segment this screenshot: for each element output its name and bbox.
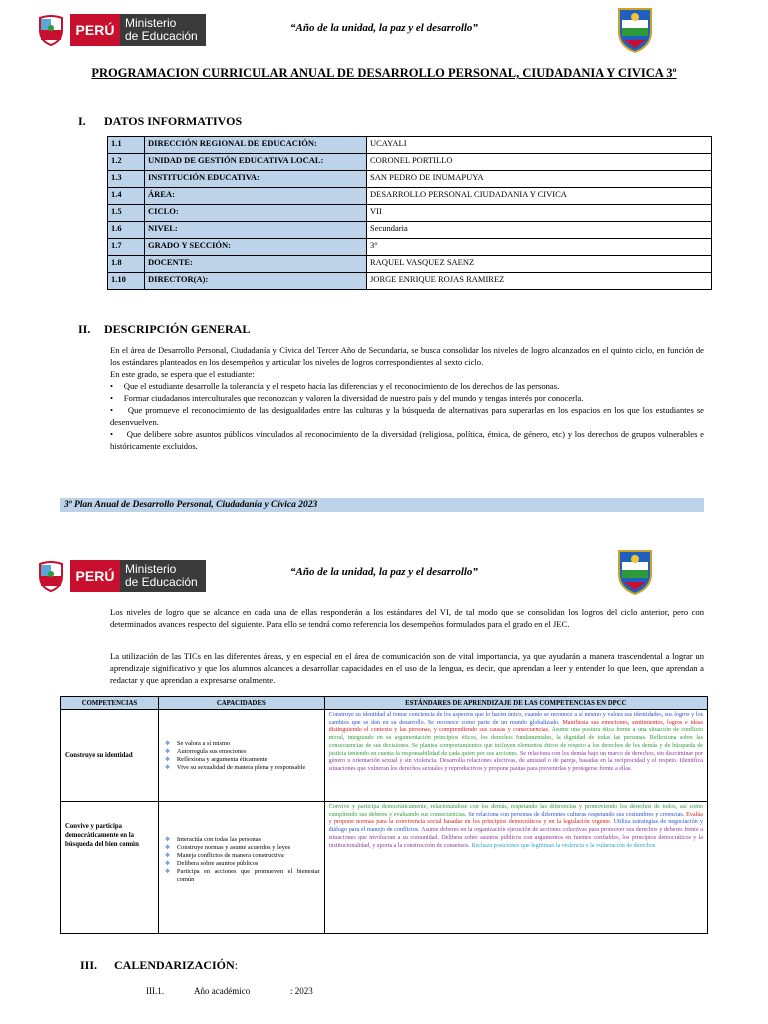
row-number: 1.7	[108, 239, 145, 256]
table-row	[108, 222, 712, 239]
row-label: CICLO:	[145, 205, 367, 222]
table-row	[108, 188, 712, 205]
table-row	[108, 239, 712, 256]
list-item	[163, 852, 320, 860]
ministry-label	[120, 560, 206, 592]
list-item	[163, 756, 320, 764]
estandar-segment: Utiliza estrategias de negociación y diálogo para el manejo de conflictos.	[328, 819, 703, 834]
bullet-item: • Que promueve el reconocimiento de las desigualdades entre las culturas y la búsqueda de alternativas para superarlas en los espacios en los que los estudiantes se desenvuelven.	[110, 405, 704, 427]
list-item	[163, 740, 320, 748]
calendar-item	[146, 986, 313, 996]
row-value: 3°	[367, 239, 712, 256]
estandar-segment: Evalúa y propone normas para la convivencia social basadas en los principios democráticos y en la legislación vigente.	[328, 811, 703, 826]
table-row	[108, 154, 712, 171]
row-label: UNIDAD DE GESTIÓN EDUCATIVA LOCAL:	[145, 154, 367, 171]
section-1-number: I.	[78, 114, 86, 128]
list-item	[163, 868, 320, 884]
estandar-segment: Construye su identidad al tomar conciencia de los aspectos que lo hacen único, cuando se reconoce a sí mismo y valora sus identidades, sus logros y los cambios que se dan en su desarrollo. Se reconoce como parte de un mundo globalizado.	[328, 712, 703, 726]
school-shield-icon	[616, 548, 654, 596]
ministry-line-1: Ministerio	[125, 16, 177, 30]
diamond-bullet-icon: ❖	[164, 853, 171, 859]
row-number: 1.4	[108, 188, 145, 205]
row-label: DIRECTOR(A):	[145, 273, 367, 290]
capacidad-text: Participa en acciones que promueven el bienestar común	[176, 868, 320, 883]
ministry-line-1: Ministerio	[125, 562, 177, 576]
competencia-cell	[61, 802, 159, 934]
estandar-segment: Convive y participa democráticamente, relacionándose con los demás, respetando las diferencias y promoviendo los derechos de todos, así como cumpliendo sus deberes y evaluando sus consecuencias.	[328, 804, 703, 818]
bullet-item: • Que el estudiante desarrolle la tolerancia y el respeto hacia las diferencias y el reconocimiento de los derechos de las personas.	[110, 381, 560, 391]
diamond-bullet-icon: ❖	[164, 740, 171, 747]
row-label: ÁREA:	[145, 188, 367, 205]
section-1-heading	[78, 114, 242, 129]
estandar-segment: Se relaciona con los demás bajo un marco de derechos, sin discriminar por género u orientación sexual y sin violencia. Desarrolla relaciones afectivas, de amistad o de pareja, basadas en la reciprocidad y el respeto. Identifica situaciones que vulneran los derechos sexuales y reproductivos y propone pautas para prevenirlas y protegerse frente a ellas.	[328, 750, 703, 772]
table-row	[108, 205, 712, 222]
minedu-logo	[36, 14, 206, 46]
row-number: 1.10	[108, 273, 145, 290]
row-number: 1.3	[108, 171, 145, 188]
bullet-text: Que delibere sobre asuntos públicos vinculados al reconocimiento de la diversidad (religiosa, política, étnica, de género, etc) y los derechos de grupos vulnerables e históricamente excluidos.	[110, 429, 704, 451]
estandar-cell	[324, 802, 707, 934]
row-value: DESARROLLO PERSONAL CIUDADANIA Y CIVICA	[367, 188, 712, 205]
section-3-number: III.	[80, 958, 98, 972]
list-item	[163, 860, 320, 868]
capacidades-cell	[158, 710, 324, 802]
estandar-segment: Se plantea comportamientos que incluyen elementos éticos de respeto a los derechos de los demás y de búsqueda de justicia teniendo en cuenta la responsabilidad de cada quien por sus acciones.	[328, 742, 703, 757]
table-row	[61, 802, 708, 934]
row-label: GRADO Y SECCIÓN:	[145, 239, 367, 256]
diamond-bullet-icon: ❖	[164, 748, 171, 755]
section-2-number: II.	[78, 322, 91, 336]
bullet-item: • Que delibere sobre asuntos públicos vinculados al reconocimiento de la diversidad (religiosa, política, étnica, de género, etc) y los derechos de grupos vulnerables e históricamente excluidos.	[110, 429, 704, 451]
descripcion-general-text	[110, 344, 704, 452]
list-item	[163, 764, 320, 772]
table-row	[108, 273, 712, 290]
section-2-title: DESCRIPCIÓN GENERAL	[104, 322, 251, 336]
estandar-text	[329, 712, 703, 774]
capacidad-text: Delibera sobre asuntos públicos	[176, 860, 259, 867]
table-row	[61, 710, 708, 802]
table-row	[108, 137, 712, 154]
bullet-text: Que promueve el reconocimiento de las desigualdades entre las culturas y la búsqueda de alternativas para superarlas en los espacios en los que los estudiantes se desenvuelven.	[110, 405, 704, 427]
peru-label: PERÚ	[70, 14, 120, 46]
estandar-text	[329, 804, 703, 850]
diamond-bullet-icon: ❖	[164, 837, 171, 843]
table-header-row	[61, 697, 708, 710]
row-number: 1.1	[108, 137, 145, 154]
row-value: CORONEL PORTILLO	[367, 154, 712, 171]
capacidad-text: Se valora a sí mismo	[176, 739, 231, 747]
row-value: RAQUEL VASQUEZ SAENZ	[367, 256, 712, 273]
column-header: COMPETENCIAS	[61, 697, 159, 710]
plan-band: 3º Plan Anual de Desarrollo Personal, Ciudadanía y Cívica 2023	[60, 498, 704, 512]
row-value: SAN PEDRO DE INUMAPUYA	[367, 171, 712, 188]
row-value: JORGE ENRIQUE ROJAS RAMIREZ	[367, 273, 712, 290]
table-row	[108, 171, 712, 188]
list-item	[163, 844, 320, 852]
year-motto: “Año de la unidad, la paz y el desarrollo”	[290, 22, 478, 34]
section-3-title: CALENDARIZACIÓN	[114, 958, 235, 972]
row-number: 1.6	[108, 222, 145, 239]
section-3-heading	[80, 958, 238, 973]
minedu-logo-2	[36, 560, 206, 592]
row-number: 1.2	[108, 154, 145, 171]
tics-paragraph: La utilización de las TICs en las diferentes áreas, y en especial en el área de comunicación son de vital importancia, ya que ayudarán a manera trascendental a lograr un aprendizaje significativo y que los alumnos alcances a desarrollar capacidades en el uso de la lengua, es decir, que aprendan a leer y entender lo que leen, que aprendan a redactar y que aprendan a expresarse oralmente.	[110, 651, 704, 685]
ministry-line-2: de Educación	[125, 29, 198, 43]
capacidades-list	[163, 836, 320, 884]
estandar-cell	[324, 710, 707, 802]
table-row	[108, 256, 712, 273]
ministry-line-2: de Educación	[125, 575, 198, 589]
list-item	[163, 836, 320, 844]
year-motto-2: “Año de la unidad, la paz y el desarrollo”	[290, 566, 478, 578]
page-title: PROGRAMACION CURRICULAR ANUAL DE DESARROLLO PERSONAL, CIUDADANIA Y CIVICA 3º	[91, 66, 677, 80]
diamond-bullet-icon: ❖	[164, 869, 171, 875]
column-header: ESTÁNDARES DE APRENDIZAJE DE LAS COMPETENCIAS EN DPCC	[324, 697, 707, 710]
niveles-logro-paragraph: Los niveles de logro que se alcance en cada una de ellas responderán a los estándares del VI, de tal modo que se consolidan los logros del ciclo anterior, pero con determinados avances respecto del siguiente. Para ello se tendrá como referencia los desempeños formulados para el grado en el JEC.	[110, 607, 704, 629]
capacidad-text: Maneja conflictos de manera constructiva	[176, 852, 284, 859]
capacidad-text: Vive su sexualidad de manera plena y responsable	[176, 763, 306, 771]
bullet-text: Que el estudiante desarrolle la tolerancia y el respeto hacia las diferencias y el reconocimiento de los derechos de las personas.	[123, 381, 560, 391]
diamond-bullet-icon: ❖	[164, 845, 171, 851]
datos-informativos-table	[107, 136, 712, 290]
estandar-segment: Rechaza posiciones que legitiman la violencia o la vulneración de derechos.	[471, 842, 657, 849]
estandar-segment: Manifiesta sus emociones, sentimientos, logros e ideas distinguiendo el contexto y las personas, y comprendiendo sus causas y consecuencias.	[328, 719, 703, 734]
competencia-name: Construye su identidad	[65, 752, 133, 759]
diamond-bullet-icon: ❖	[164, 756, 171, 763]
intro-paragraph: En el área de Desarrollo Personal, Ciudadanía y Cívica del Tercer Año de Secundaria, se busca consolidar los niveles de logro alcanzados en el quinto ciclo, en función de los estándares planteados en los desempeños y articular los niveles de logros correspondientes al sexto ciclo.	[110, 345, 704, 367]
lead-line: En este grado, se espera que el estudiante:	[110, 369, 255, 379]
peru-coat-of-arms-icon	[36, 560, 66, 592]
capacidades-list	[163, 740, 320, 772]
estandar-segment: Asume una postura ética frente a una situación de conflicto moral, integrando en su argumentación principios éticos, los derechos fundamentales, la dignidad de todas las personas. Reflexiona sobre las consecuencias de sus decisiones.	[328, 727, 703, 749]
section-2-heading	[78, 322, 250, 337]
row-label: DIRECCIÓN REGIONAL DE EDUCACIÓN:	[145, 137, 367, 154]
row-number: 1.5	[108, 205, 145, 222]
competencia-name: Convive y participa democráticamente en la búsqueda del bien común	[65, 823, 139, 848]
bullet-text: Formar ciudadanos interculturales que reconozcan y valoren la diversidad de nuestro país y del mundo y tengas interés por conocerla.	[123, 393, 584, 403]
capacidad-text: Autorregula sus emociones	[176, 747, 247, 755]
school-shield-icon	[616, 6, 654, 54]
bullet-item: • Formar ciudadanos interculturales que reconozcan y valoren la diversidad de nuestro país y del mundo y tengas interés por conocerla.	[110, 393, 584, 403]
diamond-bullet-icon: ❖	[164, 861, 171, 867]
competencias-table	[60, 696, 708, 934]
estandar-segment: Se relaciona con personas de diferentes culturas respetando sus costumbres y creencias.	[468, 811, 687, 818]
capacidad-text: Reflexiona y argumenta éticamente	[176, 755, 268, 763]
row-value: VII	[367, 205, 712, 222]
list-item	[163, 748, 320, 756]
calendar-item-number: III.1.	[146, 986, 164, 996]
section-1-title: DATOS INFORMATIVOS	[104, 114, 243, 128]
estandar-segment: Asume deberes en la organización ejecución de acciones colectivas para promover sus derechos y deberes frente a situaciones que involucran a su comunidad. Delibera sobre asuntos públicos con argumentos en fuentes confiables, los principios democráticos y la institucionalidad, y aporta a la construcción de consensos.	[328, 827, 703, 849]
calendar-item-label: Año académico	[194, 986, 251, 996]
row-value: UCAYALI	[367, 137, 712, 154]
row-number: 1.8	[108, 256, 145, 273]
calendar-item-value: : 2023	[290, 986, 313, 996]
section-3-colon: :	[234, 958, 239, 972]
capacidad-text: Interactúa con todas las personas	[176, 836, 262, 843]
ministry-label	[120, 14, 206, 46]
column-header: CAPACIDADES	[158, 697, 324, 710]
row-label: INSTITUCIÓN EDUCATIVA:	[145, 171, 367, 188]
competencia-cell	[61, 710, 159, 802]
capacidad-text: Construye normas y asume acuerdos y leyes	[176, 844, 291, 851]
diamond-bullet-icon: ❖	[164, 764, 171, 771]
row-label: DOCENTE:	[145, 256, 367, 273]
peru-coat-of-arms-icon	[36, 14, 66, 46]
peru-label: PERÚ	[70, 560, 120, 592]
capacidades-cell	[158, 802, 324, 934]
row-value: Secundaria	[367, 222, 712, 239]
row-label: NIVEL:	[145, 222, 367, 239]
